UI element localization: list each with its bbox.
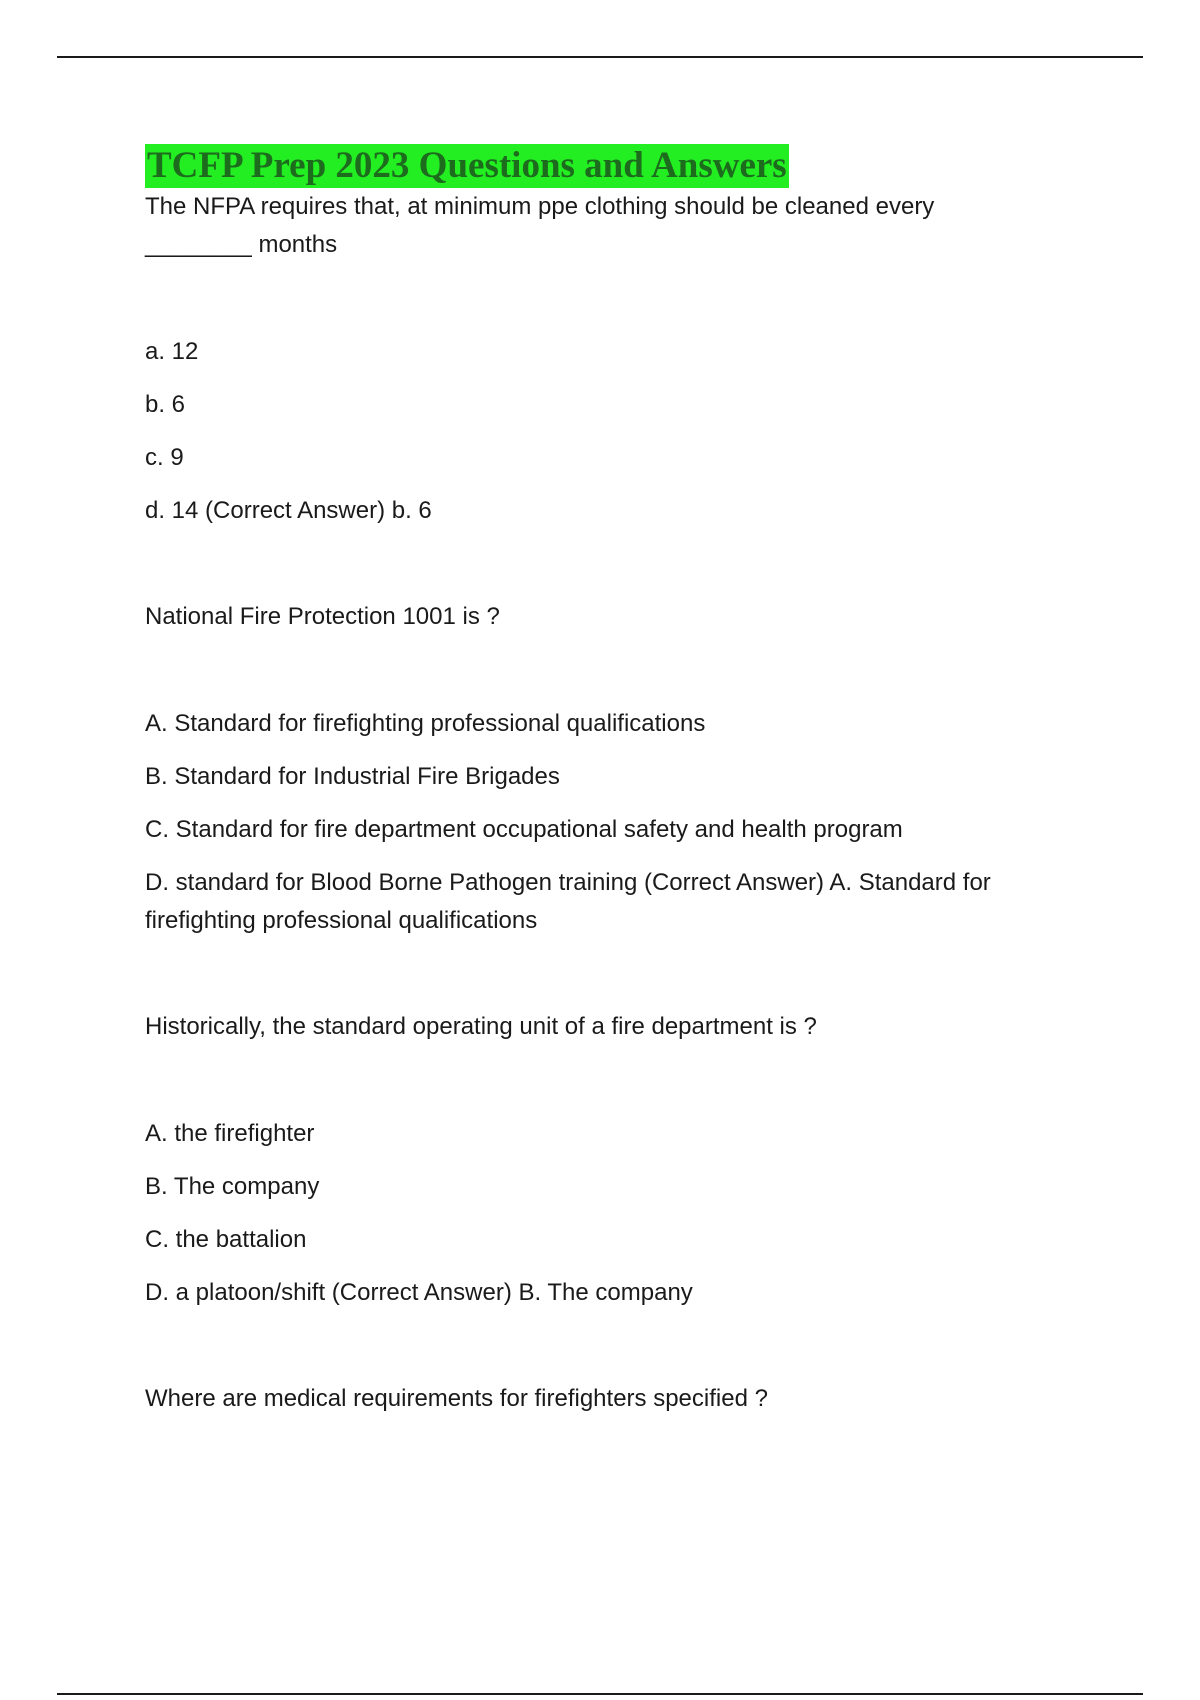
question-text: Where are medical requirements for firefighters specified ?	[145, 1385, 768, 1412]
answer-option: A. the firefighter	[145, 1120, 315, 1147]
answer-option: D. a platoon/shift (Correct Answer) B. The company	[145, 1279, 693, 1306]
question-block-4	[145, 1380, 1075, 1418]
bottom-rule	[57, 1693, 1143, 1695]
answer-option: a. 12	[145, 338, 199, 365]
question-block-1	[145, 188, 1075, 530]
document-body	[145, 144, 1075, 1418]
document-title: TCFP Prep 2023 Questions and Answers	[147, 145, 787, 186]
answer-option: B. The company	[145, 1173, 320, 1200]
answer-option: C. the battalion	[145, 1226, 307, 1253]
answer-option: D. standard for Blood Borne Pathogen training (Correct Answer) A. Standard for firefighting professional qualifications	[145, 869, 991, 934]
answer-option: b. 6	[145, 391, 186, 418]
answer-options	[145, 705, 1075, 940]
question-text: Historically, the standard operating unit of a fire department is ?	[145, 1013, 817, 1040]
answer-option: B. Standard for Industrial Fire Brigades	[145, 763, 560, 790]
answer-option: d. 14 (Correct Answer) b. 6	[145, 497, 432, 524]
question-text-line-2: ________ months	[145, 231, 338, 258]
answer-option: c. 9	[145, 444, 184, 471]
question-text	[145, 188, 1075, 264]
answer-option: C. Standard for fire department occupational safety and health program	[145, 816, 903, 843]
answer-options	[145, 1115, 1075, 1312]
question-text: National Fire Protection 1001 is ?	[145, 603, 500, 630]
question-block-3	[145, 1008, 1075, 1312]
answer-options	[145, 333, 1075, 530]
top-rule	[57, 56, 1143, 58]
question-text-line-1: The NFPA requires that, at minimum ppe clothing should be cleaned every	[145, 193, 935, 220]
answer-option: A. Standard for firefighting professional qualifications	[145, 710, 706, 737]
question-block-2	[145, 598, 1075, 940]
